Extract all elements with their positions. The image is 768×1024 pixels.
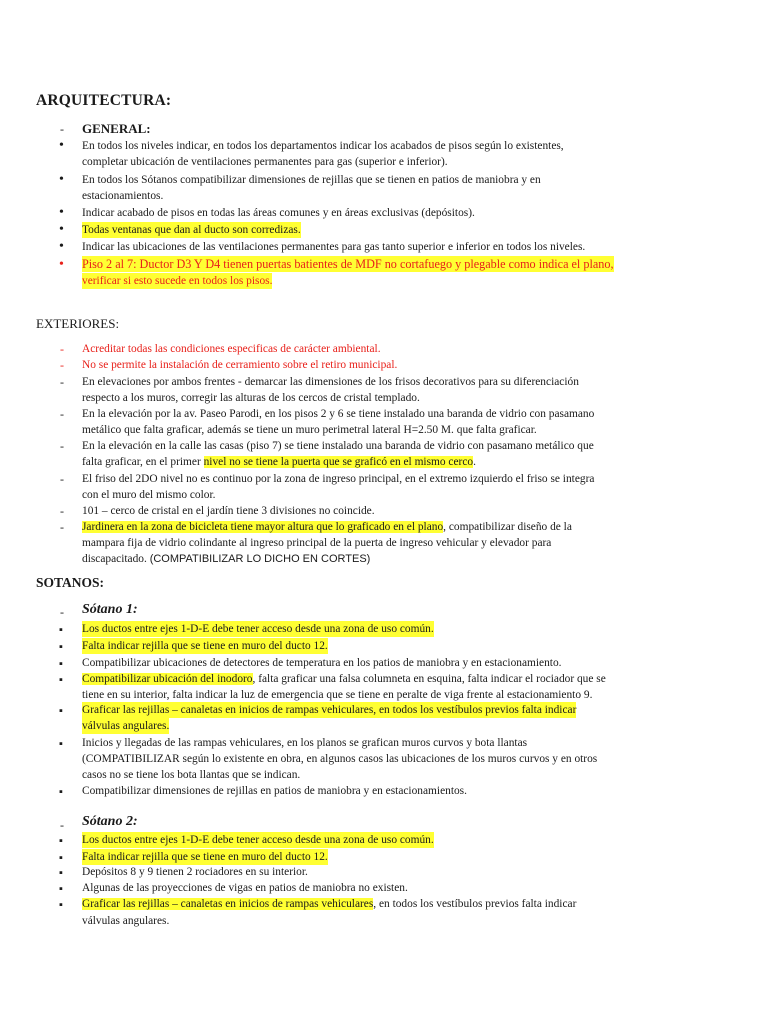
page-title: ARQUITECTURA: <box>36 92 172 109</box>
bullet-dot <box>59 137 64 154</box>
exteriores-item-5-line-1: En la elevación en la calle las casas (piso 7) se tiene instalado una baranda de vidrio con pasamano metálico que <box>82 440 594 452</box>
exteriores-item-8-pre: discapacitado. <box>82 553 150 565</box>
s1-item-4-line-1 <box>82 671 606 687</box>
exteriores-item-6-line-1: El friso del 2DO nivel no es continuo por la zona de ingreso principal, en el extremo izquierdo el friso se integra <box>82 473 595 485</box>
s2-item-5-line-2: válvulas angulares. <box>82 915 170 927</box>
s2-item-1: Los ductos entre ejes 1-D-E debe tener acceso desde una zona de uso común. <box>82 834 434 846</box>
dash-bullet <box>60 438 64 454</box>
exteriores-item-4-line-1: En la elevación por la av. Paseo Parodi, en los pisos 2 y 6 se tiene instalado una baranda de vidrio con pasamano <box>82 408 595 420</box>
exteriores-item-1-line-1: Acreditar todas las condiciones especificas de carácter ambiental. <box>82 343 381 355</box>
square-bullet <box>59 783 63 800</box>
exteriores-heading: EXTERIORES: <box>36 316 120 331</box>
general-item-4-line-1: Todas ventanas que dan al ducto son corredizas. <box>82 224 301 236</box>
exteriores-item-8-line-2: mampara fija de vidrio colindante al ingreso principal de la puerta de ingreso vehicular y elevador para <box>82 537 552 549</box>
square-bullet <box>59 880 63 897</box>
s1-item-4-highlight: Compatibilizar ubicación del inodoro <box>82 673 253 685</box>
dash-bullet <box>60 817 64 833</box>
s1-item-7: Compatibilizar dimensiones de rejillas en patios de maniobra y en estacionamientos. <box>82 785 467 797</box>
general-item-2-line-2: estacionamientos. <box>82 190 164 202</box>
sotano-2-heading: Sótano 2: <box>82 814 138 829</box>
bullet-dot <box>59 204 64 221</box>
s2-item-5-line-1 <box>82 896 576 912</box>
dash-bullet <box>60 503 64 519</box>
square-bullet <box>59 702 63 719</box>
exteriores-item-6-line-2: con el muro del mismo color. <box>82 489 216 501</box>
s1-item-4-post: , falta graficar una falsa columneta en esquina, falta indicar el rociador que se <box>252 673 606 685</box>
s1-item-1: Los ductos entre ejes 1-D-E debe tener acceso desde una zona de uso común. <box>82 623 434 635</box>
s1-item-3: Compatibilizar ubicaciones de detectores de temperatura en los patios de maniobra y en estacionamiento. <box>82 657 562 669</box>
square-bullet <box>59 735 63 752</box>
exteriores-item-8-highlight: Jardinera en la zona de bicicleta tiene mayor altura que lo graficado en el plano <box>82 521 444 533</box>
exteriores-item-5-post: . <box>473 456 476 468</box>
exteriores-item-5-pre: falta graficar, en el primer <box>82 456 204 468</box>
general-item-1-line-2: completar ubicación de ventilaciones permanentes para gas (superior e inferior). <box>82 156 448 168</box>
general-heading: GENERAL: <box>82 121 151 136</box>
dash-bullet <box>60 121 64 137</box>
s2-item-5-post: , en todos los vestíbulos previos falta indicar <box>373 898 577 910</box>
s1-item-6-line-3: casos no se tiene los bota llantas que se indican. <box>82 769 301 781</box>
exteriores-item-4-line-2: metálico que falta graficar, además se tiene un muro perimetral lateral H=2.50 M. que falta graficar. <box>82 424 537 436</box>
exteriores-item-8-line-3 <box>82 551 370 567</box>
s1-item-6-line-1: Inicios y llegadas de las rampas vehiculares, en los planos se grafican muros curvos y bota llantas <box>82 737 528 749</box>
exteriores-item-3-line-2: respecto a los muros, corregir las alturas de los cercos de cristal templado. <box>82 392 420 404</box>
exteriores-item-8-line-1 <box>82 519 572 535</box>
general-item-5-line-1: Indicar las ubicaciones de las ventilaciones permanentes para gas tanto superior e inferior en todos los niveles. <box>82 241 586 253</box>
sotanos-heading: SOTANOS: <box>36 575 105 590</box>
dash-bullet <box>60 374 64 390</box>
general-item-1-line-1: En todos los niveles indicar, en todos los departamentos indicar los acabados de pisos según lo existentes, <box>82 140 564 152</box>
s2-item-4: Algunas de las proyecciones de vigas en patios de maniobra no existen. <box>82 882 408 894</box>
sotano-1-heading: Sótano 1: <box>82 602 138 617</box>
dash-bullet <box>60 604 64 620</box>
general-item-3-line-1: Indicar acabado de pisos en todas las áreas comunes y en áreas exclusivas (depósitos). <box>82 207 475 219</box>
square-bullet <box>59 655 63 672</box>
exteriores-item-7-line-1: 101 – cerco de cristal en el jardín tiene 3 divisiones no coincide. <box>82 505 375 517</box>
general-item-6-line-1: Piso 2 al 7: Ductor D3 Y D4 tienen puertas batientes de MDF no cortafuego y plegable como indica el plano, <box>82 257 614 271</box>
square-bullet <box>59 621 63 638</box>
square-bullet <box>59 864 63 881</box>
s1-item-2: Falta indicar rejilla que se tiene en muro del ducto 12. <box>82 640 328 652</box>
square-bullet <box>59 896 63 913</box>
dash-bullet <box>60 519 64 535</box>
s1-item-5-line-2: válvulas angulares. <box>82 720 170 732</box>
bullet-dot <box>59 171 64 188</box>
exteriores-item-5-highlight: nivel no se tiene la puerta que se graficó en el mismo cerco <box>203 456 474 468</box>
exteriores-item-8-sans: (COMPATIBILIZAR LO DICHO EN CORTES) <box>149 553 371 565</box>
exteriores-item-8-post: , compatibilizar diseño de la <box>443 521 572 533</box>
bullet-dot <box>59 256 64 273</box>
s1-item-4-line-2: tiene en su interior, falta indicar la luz de emergencia que se tiene en peralte de viga frente al estacionamiento 9. <box>82 689 593 701</box>
square-bullet <box>59 832 63 849</box>
dash-bullet <box>60 471 64 487</box>
exteriores-item-2-line-1: No se permite la instalación de cerramiento sobre el retiro municipal. <box>82 359 398 371</box>
s2-item-5-highlight: Graficar las rejillas – canaletas en inicios de rampas vehiculares <box>82 898 374 910</box>
exteriores-item-5-line-2 <box>82 454 476 470</box>
s1-item-5-line-1: Graficar las rejillas – canaletas en inicios de rampas vehiculares, en todos los vestíbulos previos falta indicar <box>82 704 577 716</box>
dash-bullet <box>60 406 64 422</box>
s2-item-2: Falta indicar rejilla que se tiene en muro del ducto 12. <box>82 851 328 863</box>
dash-bullet <box>60 357 64 373</box>
s1-item-6-line-2: (COMPATIBILIZAR según lo existente en obra, en algunos casos las ubicaciones de los muros curvos y en otros <box>82 753 598 765</box>
square-bullet <box>59 638 63 655</box>
exteriores-item-3-line-1: En elevaciones por ambos frentes - demarcar las dimensiones de los frisos decorativos para su diferenciación <box>82 376 579 388</box>
general-item-6-line-2: verificar si esto sucede en todos los pisos. <box>82 275 273 287</box>
s2-item-3: Depósitos 8 y 9 tienen 2 rociadores en su interior. <box>82 866 308 878</box>
dash-bullet <box>60 341 64 357</box>
bullet-dot <box>59 221 64 238</box>
bullet-dot <box>59 238 64 255</box>
square-bullet <box>59 671 63 688</box>
general-item-2-line-1: En todos los Sótanos compatibilizar dimensiones de rejillas que se tienen en patios de maniobra y en <box>82 174 541 186</box>
